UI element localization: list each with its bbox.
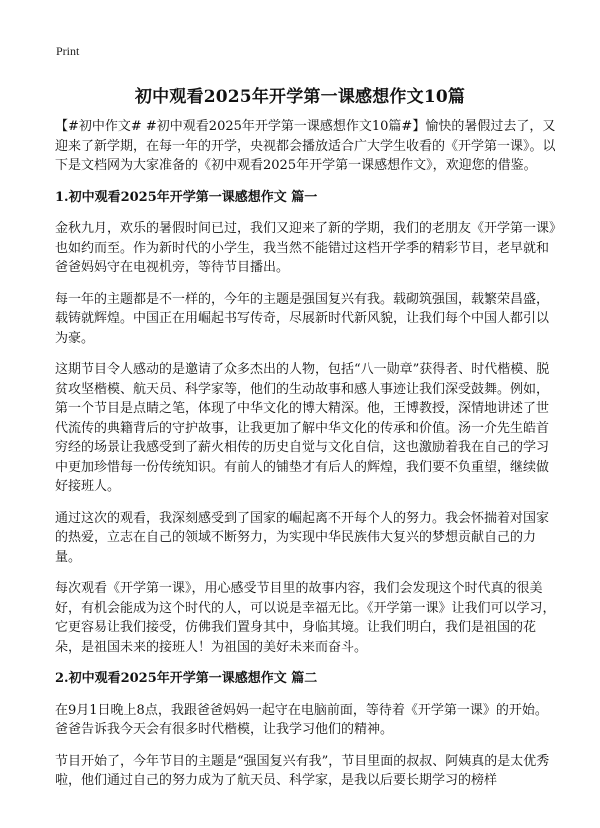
print-button[interactable]: Print — [56, 44, 80, 58]
paragraph: 节目开始了，今年节目的主题是“强国复兴有我”，节目里面的叔叔、阿姨真的是太优秀啦，他们通过自己的努力成为了航天员、科学家，是我以后要长期学习的榜样 — [55, 753, 550, 788]
section-heading-1: 1.初中观看2025年开学第一课感想作文 篇一 — [55, 189, 318, 205]
paragraph: 在9月1日晚上8点，我跟爸爸妈妈一起守在电脑前面，等待着《开学第一课》的开始。爸爸告诉我今天会有很多时代楷模，让我学习他们的精神。 — [55, 702, 548, 737]
paragraph: 每次观看《开学第一课》，用心感受节目里的故事内容，我们会发现这个时代真的很美好，有机会能成为这个时代的人，可以说是幸福无比。《开学第一课》让我们可以学习，它更容易让我们接受，仿佛我们置身其中，身临其境。让我们明白，我们是祖国的花朵，是祖国未来的接班人！为祖国的美好未来而奋斗。 — [55, 581, 556, 655]
section-heading-2: 2.初中观看2025年开学第一课感想作文 篇二 — [55, 671, 318, 686]
paragraph: 通过这次的观看，我深刻感受到了国家的崛起离不开每个人的努力。我会怀揣着对国家的热爱，立志在自己的领域不断努力，为实现中华民族伟大复兴的梦想贡献自己的力量。 — [55, 510, 550, 565]
page-title: 初中观看2025年开学第一课感想作文10篇 — [134, 87, 466, 107]
paragraph: 这期节目令人感动的是邀请了众多杰出的人物，包括“八一勋章”获得者、时代楷模、脱贫攻坚楷模、航天员、科学家等，他们的生动故事和感人事迹让我们深受鼓舞。例如，第一个节目是点睛之笔，体现了中华文化的博大精深。他，王博教授，深情地讲述了世代流传的典籍背后的守护故事，让我更加了解中华文化的传承和价值。汤一介先生皓首穷经的场景让我感受到了薪火相传的历史自觉与文化自信，这也激励着我在自己的学习中更加珍惜每一份传统知识。有前人的铺垫才有后人的辉煌，我们要不负重望，继续做好接班人。 — [55, 362, 550, 494]
intro-paragraph: 【#初中作文# #初中观看2025年开学第一课感想作文10篇#】愉快的暑假过去了，又迎来了新学期，在每一年的开学，央视都会播放适合广大学生收看的《开学第一课》。以下是文档网为大家准备的《初中观看2025年开学第一课感想作文》，欢迎您的借鉴。 — [55, 119, 556, 173]
paragraph: 每一年的主题都是不一样的，今年的主题是强国复兴有我。载砌筑强国，载繁荣昌盛，载铸就辉煌。中国正在用崛起书写传奇，尽展新时代新风貌，让我们每个中国人都引以为豪。 — [55, 291, 550, 346]
article-body — [55, 117, 556, 803]
paragraph: 金秋九月，欢乐的暑假时间已过，我们又迎来了新的学期，我们的老朋友《开学第一课》也如约而至。作为新时代的小学生，我当然不能错过这档开学季的精彩节目，老早就和爸爸妈妈守在电视机旁，等待节目播出。 — [55, 221, 556, 275]
